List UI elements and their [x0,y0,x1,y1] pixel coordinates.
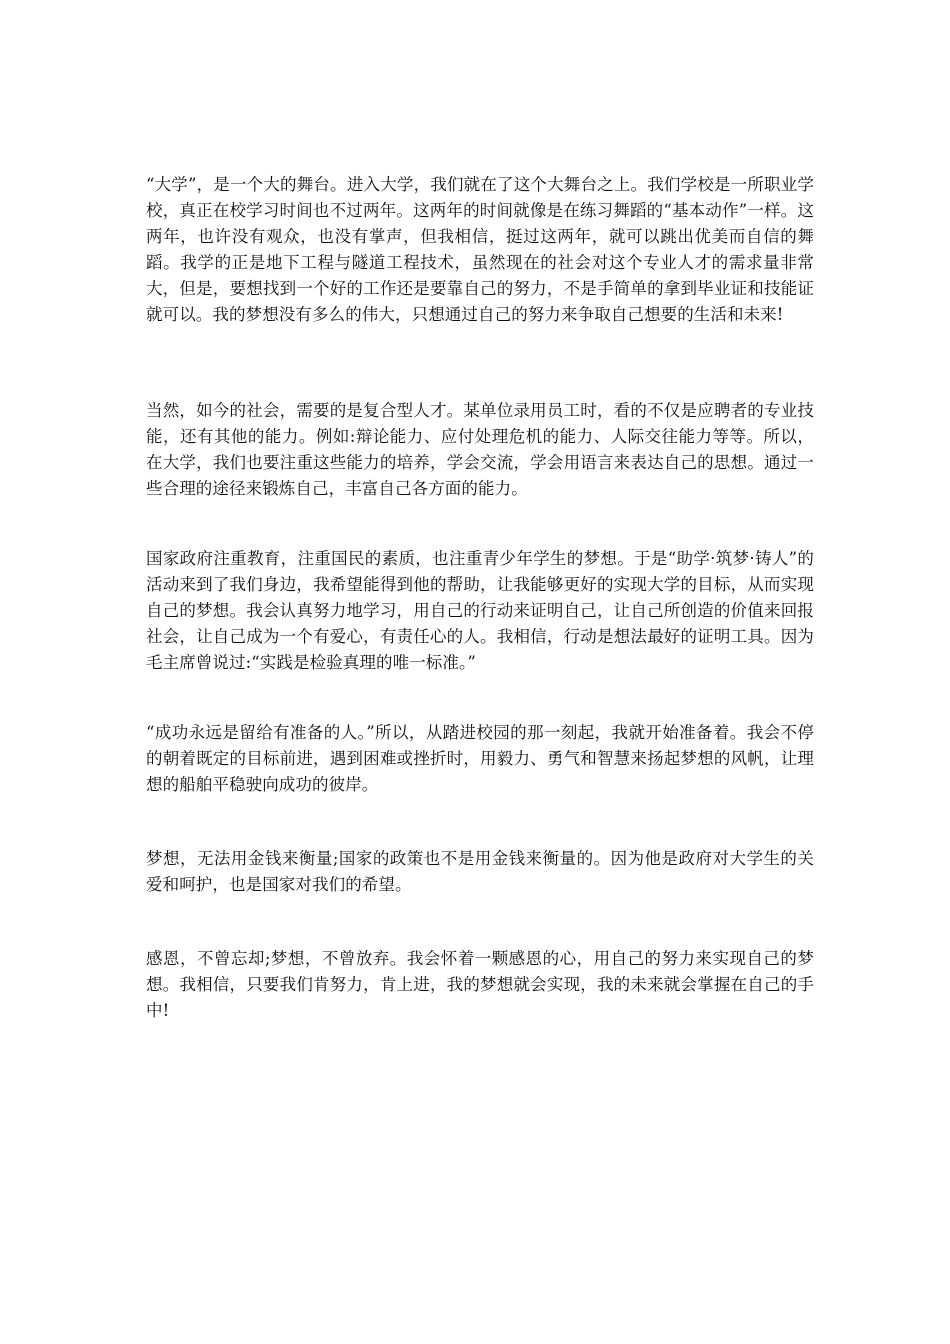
paragraph-1: “大学”，是一个大的舞台。进入大学，我们就在了这个大舞台之上。我们学校是一所职业学校，真正在校学习时间也不过两年。这两年的时间就像是在练习舞蹈的“基本动作”一样。这两年，也许没有观众，也没有掌声，但我相信，挺过这两年，就可以跳出优美而自信的舞蹈。我学的正是地下工程与隧道工程技术，虽然现在的社会对这个专业人才的需求量非常大，但是，要想找到一个好的工作还是要靠自己的努力，不是手简单的拿到毕业证和技能证就可以。我的梦想没有多么的伟大，只想通过自己的努力来争取自己想要的生活和未来! [146,175,814,324]
paragraph-4: “成功永远是留给有准备的人。”所以，从踏进校园的那一刻起，我就开始准备着。我会不停的朝着既定的目标前进，遇到困难或挫折时，用毅力、勇气和智慧来扬起梦想的风帆，让理想的船舶平稳驶向成功的彼岸。 [146,723,814,794]
paragraph-2: 当然，如今的社会，需要的是复合型人才。某单位录用员工时，看的不仅是应聘者的专业技能，还有其他的能力。例如:辩论能力、应付处理危机的能力、人际交往能力等等。所以，在大学，我们也要注重这些能力的培养，学会交流，学会用语言来表达自己的思想。通过一些合理的途径来锻炼自己，丰富自己各方面的能力。 [146,401,814,498]
paragraph-3: 国家政府注重教育，注重国民的素质，也注重青少年学生的梦想。于是“助学·筑梦·铸人”的活动来到了我们身边，我希望能得到他的帮助，让我能够更好的实现大学的目标，从而实现自己的梦想。我会认真努力地学习，用自己的行动来证明自己，让自己所创造的价值来回报社会，让自己成为一个有爱心，有责任心的人。我相信，行动是想法最好的证明工具。因为毛主席曾说过:“实践是检验真理的唯一标准。” [146,549,814,672]
paragraph-5: 梦想，无法用金钱来衡量;国家的政策也不是用金钱来衡量的。因为他是政府对大学生的关爱和呵护，也是国家对我们的希望。 [146,849,814,894]
paragraph-6: 感恩，不曾忘却;梦想，不曾放弃。我会怀着一颗感恩的心，用自己的努力来实现自己的梦想。我相信，只要我们肯努力，肯上进，我的梦想就会实现，我的未来就会掌握在自己的手中! [146,949,814,1020]
